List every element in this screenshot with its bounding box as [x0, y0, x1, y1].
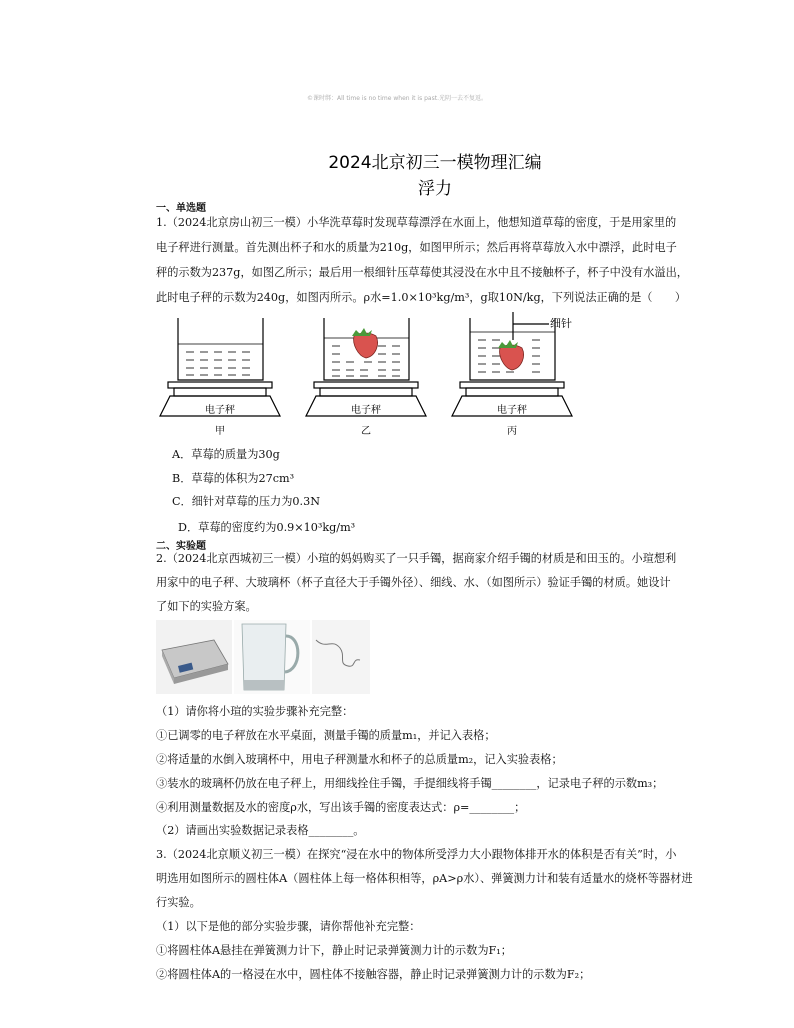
q3-step: （1）以下是他的部分实验步骤，请你帮他补充完整： [156, 920, 421, 933]
q2-step: ②将适量的水倒入玻璃杯中，用电子秤测量水和杯子的总质量m₂，记入实验表格； [156, 753, 563, 766]
scale-label: 电子秤 [351, 405, 381, 416]
watermark: ©课时绑：All time is no time when it is past.光阴一去不复返。 [307, 95, 487, 102]
q3-line: 3.（2024北京顺义初三一模）在探究“浸在水中的物体所受浮力大小跟物体排开水的体积是否有关”时，小 [156, 848, 677, 861]
q1-line: 秤的示数为237g，如图乙所示；最后用一根细针压草莓使其浸没在水中且不接触杯子，杯子中没有水溢出， [156, 266, 688, 279]
q2-photos [156, 620, 372, 694]
section-heading-single-choice: 一、单选题 [156, 203, 206, 214]
scale-label: 电子秤 [497, 405, 527, 416]
q2-line: 2.（2024北京西城初三一模）小瑄的妈妈购买了一只手镯，据商家介绍手镯的材质是和田玉的。小瑄想利 [156, 552, 677, 565]
beaker-jia [160, 318, 280, 416]
q3-step: ①将圆柱体A悬挂在弹簧测力计下，静止时记录弹簧测力计的示数为F₁； [156, 944, 512, 957]
electronic-scale-photo [156, 620, 232, 694]
q2-line: 了如下的实验方案。 [156, 600, 257, 613]
q1-line: 1.（2024北京房山初三一模）小华洗草莓时发现草莓漂浮在水面上，他想知道草莓的密度，于是用家里的 [156, 216, 677, 229]
q1-figure-beakers [156, 312, 596, 442]
q2-step: ④利用测量数据及水的密度ρ水，写出该手镯的密度表达式：ρ=________； [156, 801, 526, 814]
page-subtitle: 浮力 [418, 179, 452, 199]
scale-label: 电子秤 [205, 405, 235, 416]
strawberry-icon [498, 340, 524, 370]
q2-line: 用家中的电子秤、大玻璃杯（杯子直径大于手镯外径）、细线、水、（如图所示）验证手镯的材质。她设计 [156, 576, 671, 589]
section-heading-experiment: 二、实验题 [156, 541, 206, 552]
q1-line: 电子秤进行测量。首先测出杯子和水的质量为210g，如图甲所示；然后再将草莓放入水中漂浮，此时电子 [156, 241, 677, 254]
q3-line: 行实验。 [156, 896, 201, 909]
q1-option-a[interactable]: A．草莓的质量为30g [172, 448, 280, 461]
figure-caption: 甲 [215, 426, 225, 437]
q2-step: （1）请你将小瑄的实验步骤补充完整： [156, 705, 354, 718]
figure-caption: 乙 [361, 426, 371, 437]
q1-option-c[interactable]: C．细针对草莓的压力为0.3N [172, 495, 321, 508]
glass-cup-photo [234, 620, 310, 694]
strawberry-icon [352, 328, 378, 358]
figure-caption: 丙 [507, 426, 517, 437]
page-title: 2024北京初三一模物理汇编 [328, 153, 542, 173]
needle-label: 细针 [550, 317, 572, 330]
q3-line: 明选用如图所示的圆柱体A（圆柱体上每一格体积相等，ρA>ρ水）、弹簧测力计和装有适量水的烧杯等器材进 [156, 872, 693, 885]
thread-photo [312, 620, 370, 694]
q1-option-b[interactable]: B．草莓的体积为27cm³ [172, 472, 295, 485]
q2-step: ③装水的玻璃杯仍放在电子秤上，用细线拴住手镯，手提细线将手镯________，记录电子秤的示数m₃； [156, 777, 664, 790]
q1-line: 此时电子秤的示数为240g，如图丙所示。ρ水=1.0×10³kg/m³，g取10N/kg，下列说法正确的是（ ） [156, 291, 687, 304]
q2-step: （2）请画出实验数据记录表格________。 [156, 824, 365, 837]
q3-step: ②将圆柱体A的一格浸在水中，圆柱体不接触容器，静止时记录弹簧测力计的示数为F₂； [156, 968, 591, 981]
q2-step: ①已调零的电子秤放在水平桌面，测量手镯的质量m₁，并记入表格； [156, 729, 496, 742]
q1-option-d[interactable]: D．草莓的密度约为0.9×10³kg/m³ [178, 521, 356, 534]
